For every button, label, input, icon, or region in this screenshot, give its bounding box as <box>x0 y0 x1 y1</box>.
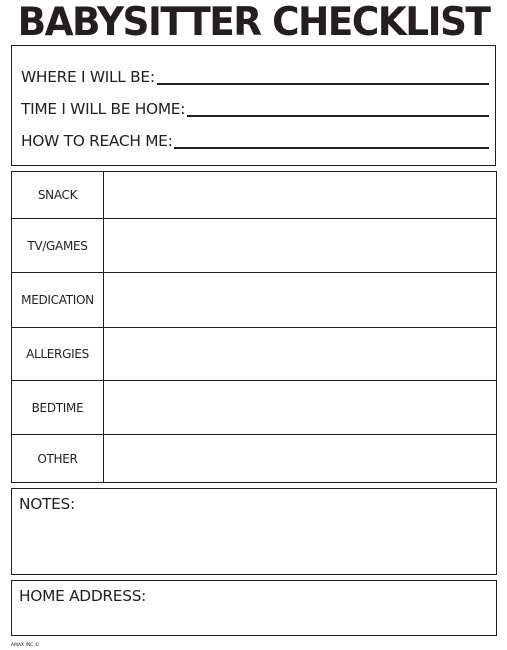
table-row-label: SNACK <box>37 188 78 202</box>
time-row <box>21 94 489 118</box>
snack-entry-cell[interactable] <box>104 172 496 218</box>
contact-info-section <box>11 45 496 166</box>
table-row-label: MEDICATION <box>21 293 94 307</box>
where-row <box>21 62 489 86</box>
medication-entry-cell[interactable] <box>104 273 496 327</box>
reach-field[interactable] <box>174 147 489 149</box>
instructions-table <box>11 171 497 483</box>
where-label: WHERE I WILL BE: <box>21 68 155 86</box>
table-row-other <box>12 434 496 482</box>
page-title: BABYSITTER CHECKLIST <box>17 0 490 45</box>
table-row-allergies <box>12 327 496 380</box>
table-row-label: TV/GAMES <box>27 238 88 253</box>
table-row-label: BEDTIME <box>31 400 84 415</box>
home-address-label: HOME ADDRESS: <box>19 587 147 605</box>
home-address-section[interactable] <box>11 580 497 636</box>
table-row-label: ALLERGIES <box>26 347 89 361</box>
table-row-snack <box>12 172 496 218</box>
notes-label: NOTES: <box>19 495 75 513</box>
table-row-bedtime <box>12 380 496 434</box>
bedtime-entry-cell[interactable] <box>104 381 496 434</box>
other-entry-cell[interactable] <box>104 435 496 482</box>
reach-label: HOW TO REACH ME: <box>21 132 173 150</box>
where-field[interactable] <box>157 83 489 85</box>
table-row-label: OTHER <box>37 451 78 466</box>
table-row-medication <box>12 272 496 327</box>
table-row-tv-games <box>12 218 496 272</box>
time-field[interactable] <box>187 115 489 117</box>
notes-section[interactable] <box>11 488 497 575</box>
reach-row <box>21 126 489 150</box>
copyright-footer: AMAX INC.© <box>11 643 40 648</box>
tv-games-entry-cell[interactable] <box>104 219 496 272</box>
allergies-entry-cell[interactable] <box>104 328 496 380</box>
time-label: TIME I WILL BE HOME: <box>21 100 186 118</box>
